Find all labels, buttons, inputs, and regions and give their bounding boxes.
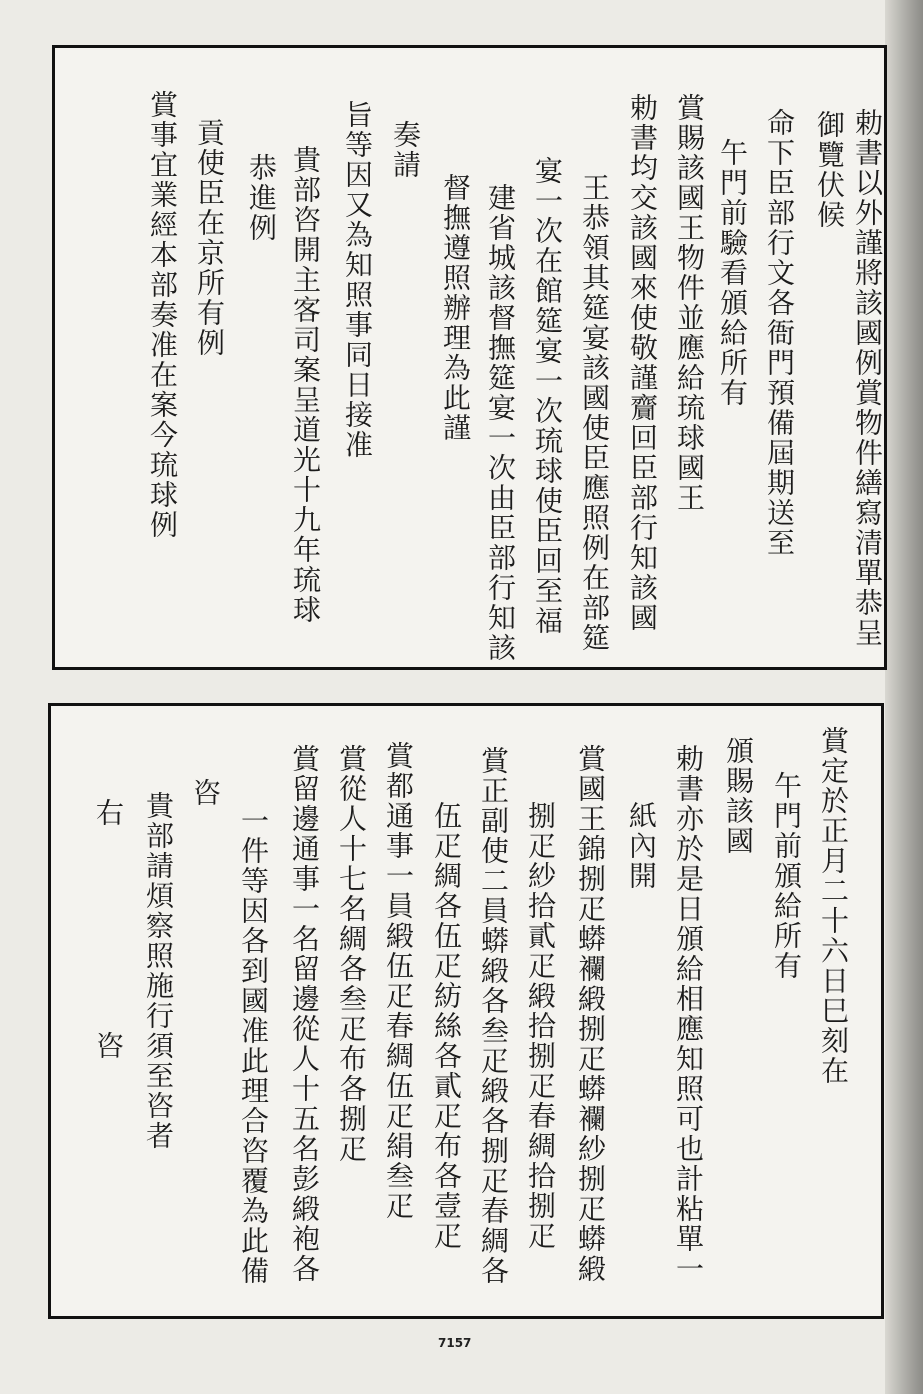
text-column: 建省城該督撫筵宴一次由臣部行知該: [484, 183, 517, 663]
text-column: 午門前頒給所有: [770, 771, 803, 981]
text-column: 賞留邊通事一名留邊從人十五名彭緞袍各: [288, 744, 321, 1284]
text-column: 旨等因又為知照事同日接准: [341, 100, 374, 460]
text-column: 咨: [92, 1031, 125, 1061]
text-column: 頒賜該國: [722, 736, 755, 856]
text-column: 紙內開: [625, 801, 658, 891]
text-column: 命下臣部行文各衙門預備屆期送至: [763, 108, 796, 558]
text-column: 賞賜該國王物件並應給琉球國王: [673, 93, 706, 513]
text-column: 貢使臣在京所有例: [193, 118, 226, 358]
text-column: 賞都通事一員緞伍疋春綢伍疋絹叁疋: [382, 741, 415, 1221]
text-column: 恭進例: [245, 153, 278, 243]
text-column: 宴一次在館筵宴一次琉球使臣回至福: [531, 156, 564, 636]
text-column: 伍疋綢各伍疋紡絲各貳疋布各壹疋: [430, 801, 463, 1251]
text-column: 一件等因各到國准此理合咨覆為此備: [237, 806, 270, 1286]
text-column: 勅書以外謹將該國例賞物件繕寫清單恭呈: [851, 108, 884, 648]
text-column: 午門前驗看頒給所有: [716, 138, 749, 408]
text-column: 王恭領其筵宴該國使臣應照例在部筵: [578, 173, 611, 653]
text-column: 貴部咨開主客司案呈道光十九年琉球: [289, 145, 322, 625]
text-column: 賞國王錦捌疋蟒襴緞捌疋蟒襴紗捌疋蟒緞: [574, 744, 607, 1284]
text-column: 賞從人十七名綢各叁疋布各捌疋: [335, 744, 368, 1164]
page-number: 7157: [438, 1336, 472, 1350]
text-column: 勅書均交該國來使敬謹齎回臣部行知該國: [626, 93, 659, 633]
text-column: 賞正副使二員蟒緞各叁疋緞各捌疋春綢各: [477, 746, 510, 1286]
text-column: 貴部請煩察照施行須至咨者: [142, 791, 175, 1151]
text-column: 咨: [189, 778, 222, 808]
text-column: 賞事宜業經本部奏准在案今琉球例: [146, 90, 179, 540]
text-column: 御覽伏候: [813, 110, 846, 230]
text-column: 勅書亦於是日頒給相應知照可也計粘單一: [672, 744, 705, 1284]
text-column: 右: [92, 798, 125, 828]
upper-document-panel: [52, 45, 887, 670]
text-column: 捌疋紗拾貳疋緞拾捌疋春綢拾捌疋: [524, 801, 557, 1251]
text-column: 賞定於正月二十六日巳刻在: [817, 726, 850, 1086]
text-column: 奏請: [389, 120, 422, 180]
page-edge-shadow: [885, 0, 923, 1394]
lower-document-panel: [48, 703, 884, 1319]
text-column: 督撫遵照辦理為此謹: [439, 173, 472, 443]
